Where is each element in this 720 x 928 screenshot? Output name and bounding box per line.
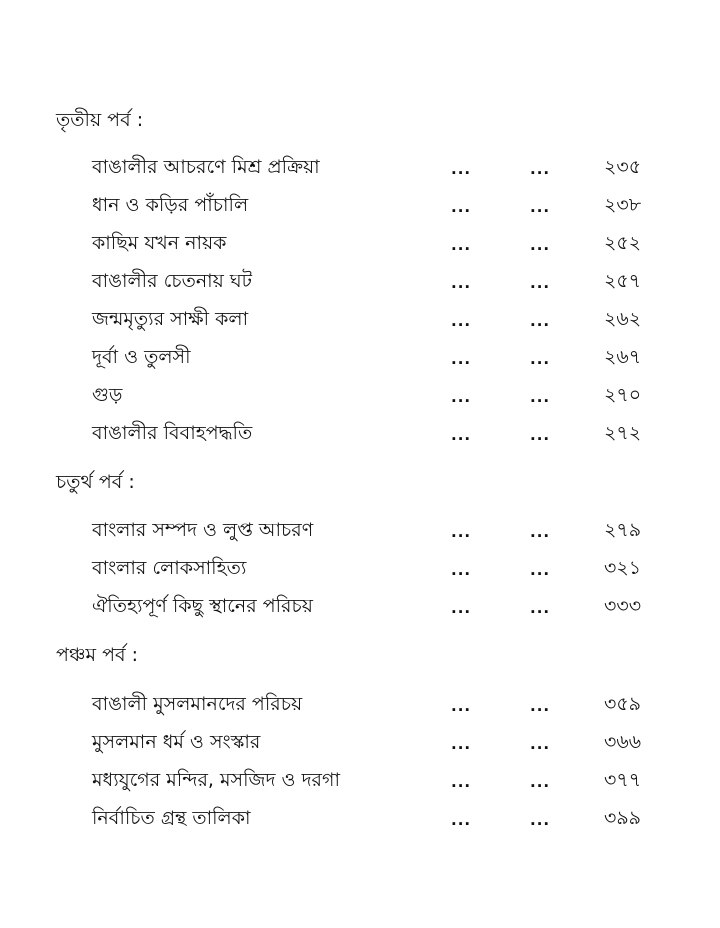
leader-dots: ... — [451, 274, 472, 292]
entry-page-number: ২৭২ — [604, 422, 642, 444]
entry-page-number: ৩৬৬ — [604, 731, 642, 753]
entry-title: মুসলমান ধর্ম ও সংস্কার — [92, 731, 261, 753]
leader-dots: ... — [451, 350, 472, 368]
leader-dots: ... — [451, 426, 472, 444]
leader-dots: ... — [530, 697, 551, 715]
leader-dots: ... — [451, 599, 472, 617]
entry-page-number: ৩৭৭ — [604, 769, 642, 791]
leader-dots: ... — [530, 773, 551, 791]
entry-title: বাংলার সম্পদ ও লুপ্ত আচরণ — [92, 519, 314, 541]
leader-dots: ... — [451, 561, 472, 579]
toc-entry — [0, 418, 720, 448]
toc-entry — [0, 689, 720, 719]
entry-title: নির্বাচিত গ্রন্থ তালিকা — [92, 807, 251, 829]
toc-entry — [0, 228, 720, 258]
leader-dots: ... — [530, 160, 551, 178]
entry-page-number: ২৭৯ — [604, 519, 642, 541]
entry-page-number: ২৬৭ — [604, 346, 642, 368]
toc-entry — [0, 727, 720, 757]
toc-entry — [0, 380, 720, 410]
section-title: পঞ্চম পর্ব : — [56, 644, 139, 666]
toc-entry — [0, 190, 720, 220]
leader-dots: ... — [530, 312, 551, 330]
toc-entry — [0, 765, 720, 795]
leader-dots: ... — [530, 274, 551, 292]
leader-dots: ... — [451, 388, 472, 406]
leader-dots: ... — [451, 811, 472, 829]
leader-dots: ... — [530, 426, 551, 444]
leader-dots: ... — [451, 773, 472, 791]
leader-dots: ... — [530, 599, 551, 617]
toc-entry — [0, 553, 720, 583]
leader-dots: ... — [451, 160, 472, 178]
entry-title: ঐতিহ্যপূর্ণ কিছু স্থানের পরিচয় — [92, 595, 313, 617]
leader-dots: ... — [530, 198, 551, 216]
leader-dots: ... — [530, 523, 551, 541]
toc-entry — [0, 342, 720, 372]
toc-entry — [0, 515, 720, 545]
entry-page-number: ৩২১ — [604, 557, 642, 579]
entry-title: দূর্বা ও তুলসী — [92, 346, 191, 368]
entry-title: গুড় — [92, 384, 123, 406]
toc-entry — [0, 152, 720, 182]
entry-title: বাঙালী মুসলমানদের পরিচয় — [92, 693, 303, 715]
entry-page-number: ২৬২ — [604, 308, 642, 330]
entry-page-number: ২৫৭ — [604, 270, 642, 292]
section-title: চতুর্থ পর্ব : — [56, 471, 135, 493]
leader-dots: ... — [530, 236, 551, 254]
entry-page-number: ২৩৫ — [604, 156, 642, 178]
leader-dots: ... — [530, 811, 551, 829]
entry-page-number: ৩৩৩ — [604, 595, 642, 617]
toc-entry — [0, 304, 720, 334]
leader-dots: ... — [530, 388, 551, 406]
leader-dots: ... — [530, 350, 551, 368]
leader-dots: ... — [451, 236, 472, 254]
entry-title: জন্মমৃত্যুর সাক্ষী কলা — [92, 308, 249, 330]
leader-dots: ... — [530, 561, 551, 579]
leader-dots: ... — [451, 312, 472, 330]
toc-entry — [0, 803, 720, 833]
leader-dots: ... — [451, 523, 472, 541]
entry-title: বাঙালীর বিবাহপদ্ধতি — [92, 422, 253, 444]
entry-page-number: ৩৫৯ — [604, 693, 642, 715]
entry-page-number: ২৫২ — [604, 232, 642, 254]
toc-entry — [0, 591, 720, 621]
entry-title: কাছিম যখন নায়ক — [92, 232, 227, 254]
leader-dots: ... — [451, 735, 472, 753]
entry-title: বাংলার লোকসাহিত্য — [92, 557, 247, 579]
toc-entry — [0, 266, 720, 296]
leader-dots: ... — [451, 697, 472, 715]
entry-title: ধান ও কড়ির পাঁচালি — [92, 194, 249, 216]
section-title: তৃতীয় পর্ব : — [56, 109, 144, 131]
entry-page-number: ৩৯৯ — [604, 807, 642, 829]
leader-dots: ... — [530, 735, 551, 753]
entry-title: বাঙালীর চেতনায় ঘট — [92, 270, 253, 292]
entry-title: মধ্যযুগের মন্দির, মসজিদ ও দরগা — [92, 769, 340, 791]
entry-title: বাঙালীর আচরণে মিশ্র প্রক্রিয়া — [92, 156, 320, 178]
leader-dots: ... — [451, 198, 472, 216]
entry-page-number: ২৩৮ — [604, 194, 642, 216]
entry-page-number: ২৭০ — [604, 384, 642, 406]
